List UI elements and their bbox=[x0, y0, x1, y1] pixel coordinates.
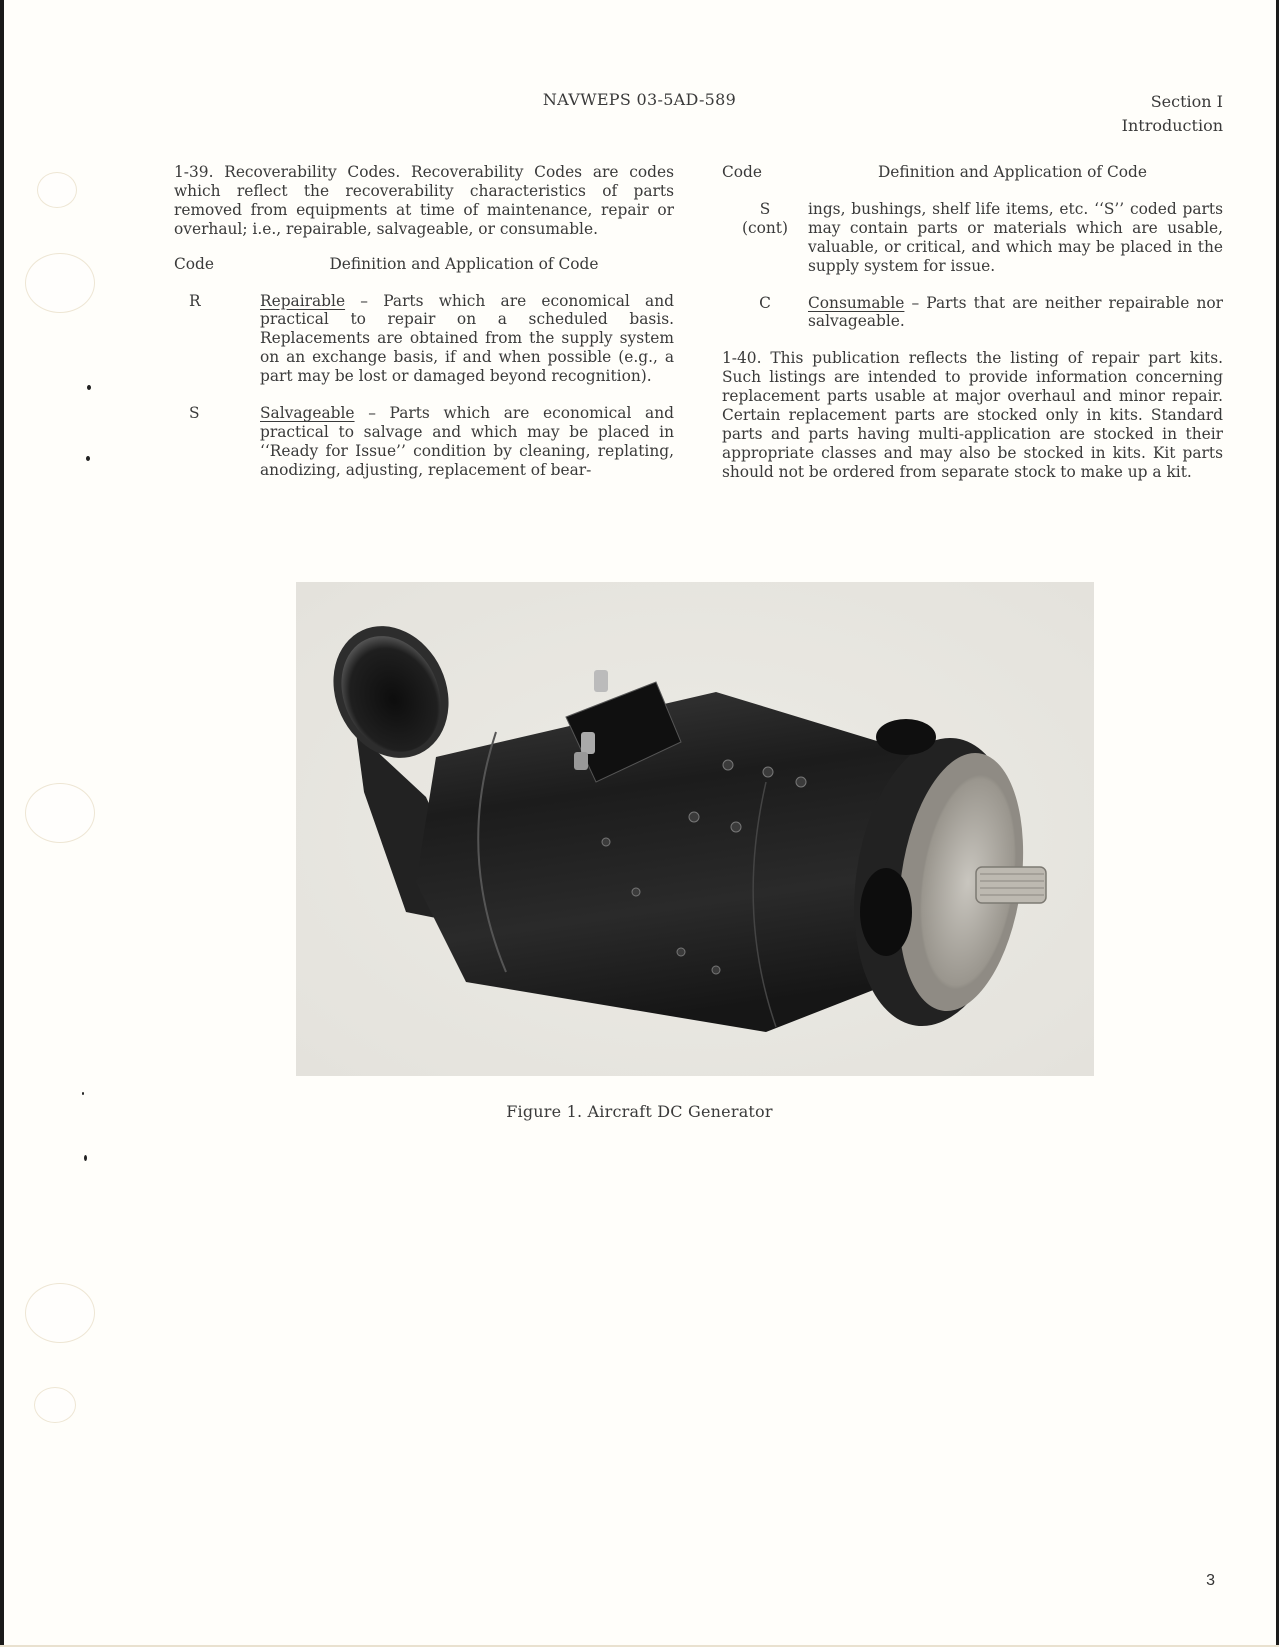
code-definition bbox=[260, 292, 674, 387]
section-header bbox=[1122, 90, 1223, 138]
section-label: Section I bbox=[1150, 92, 1223, 111]
code-description: – Parts which are economical and practical to repair on a scheduled basis. Replacements are obtained from the supply system on an exchange basis, if and when possible (e.g., a part may be lost or damaged beyond recognition). bbox=[260, 291, 674, 386]
code-letter bbox=[722, 200, 808, 276]
code-definition bbox=[260, 404, 674, 480]
page-number: 3 bbox=[1206, 1572, 1215, 1589]
scan-speck bbox=[82, 1092, 84, 1095]
code-term: Repairable bbox=[260, 291, 346, 310]
figure-caption: Figure 1. Aircraft DC Generator bbox=[506, 1102, 773, 1121]
code-term: Consumable bbox=[808, 293, 905, 312]
code-row-c bbox=[722, 294, 1223, 332]
scan-edge-left bbox=[0, 0, 4, 1647]
scan-speck bbox=[86, 456, 90, 461]
definition-column-header: Definition and Application of Code bbox=[877, 163, 1148, 181]
definition-column-header: Definition and Application of Code bbox=[329, 254, 599, 273]
code-row-s bbox=[174, 404, 674, 480]
right-column bbox=[722, 163, 1223, 498]
code-description: ings, bushings, shelf life items, etc. ‘‘S’’ coded parts may contain parts or materials which are usable, valuable, or critical, and which may be placed in the supply system for issue. bbox=[808, 199, 1223, 275]
punch-hole bbox=[37, 172, 77, 208]
punch-hole bbox=[25, 1283, 95, 1343]
code-term: Salvageable bbox=[260, 404, 355, 423]
code-definition bbox=[808, 294, 1223, 332]
code-row-r bbox=[174, 292, 674, 387]
code-letter: R bbox=[189, 291, 201, 310]
dc-generator-illustration bbox=[296, 582, 1094, 1076]
document-number: NAVWEPS 03-5AD-589 bbox=[542, 90, 737, 109]
punch-hole bbox=[34, 1387, 76, 1423]
punch-hole bbox=[25, 253, 95, 313]
scan-speck bbox=[87, 385, 91, 390]
punch-hole bbox=[25, 783, 95, 843]
code-description: – Parts that are neither repairable nor salvageable. bbox=[808, 293, 1223, 331]
generator-photo bbox=[296, 582, 1094, 1076]
code-table-header bbox=[174, 255, 674, 274]
paragraph-1-39: 1-39. Recoverability Codes. Recoverability Codes are codes which reflect the recoverability characteristics of parts removed from equipments at time of maintenance, repair or overhaul; i.e., repairable, salvageable, or consumable. bbox=[174, 163, 674, 238]
code-description: – Parts which are economical and practical to salvage and which may be placed in ‘‘Ready for Issue’’ condition by cleaning, replating, anodizing, adjusting, replacement of bear- bbox=[260, 404, 674, 479]
code-continued-note: (cont) bbox=[742, 218, 788, 237]
code-letter: S bbox=[189, 404, 200, 423]
scan-speck bbox=[84, 1155, 87, 1161]
code-table-header bbox=[722, 163, 1223, 182]
code-column-header: Code bbox=[722, 163, 763, 181]
code-letter: C bbox=[759, 293, 771, 312]
code-column-header: Code bbox=[174, 254, 215, 273]
paragraph-1-40: 1-40. This publication reflects the listing of repair part kits. Such listings are intended to provide information concerning replacement parts usable at major overhaul and minor repair. Certain replacement parts are stocked only in kits. Standard parts and parts having multi-application are stocked in their appropriate classes and may also be stocked in kits. Kit parts should not be ordered from separate stock to make up a kit. bbox=[722, 349, 1223, 481]
section-title: Introduction bbox=[1121, 116, 1223, 135]
code-row-s-cont bbox=[722, 200, 1223, 276]
code-letter-value: S bbox=[759, 199, 771, 218]
left-column bbox=[174, 163, 674, 498]
